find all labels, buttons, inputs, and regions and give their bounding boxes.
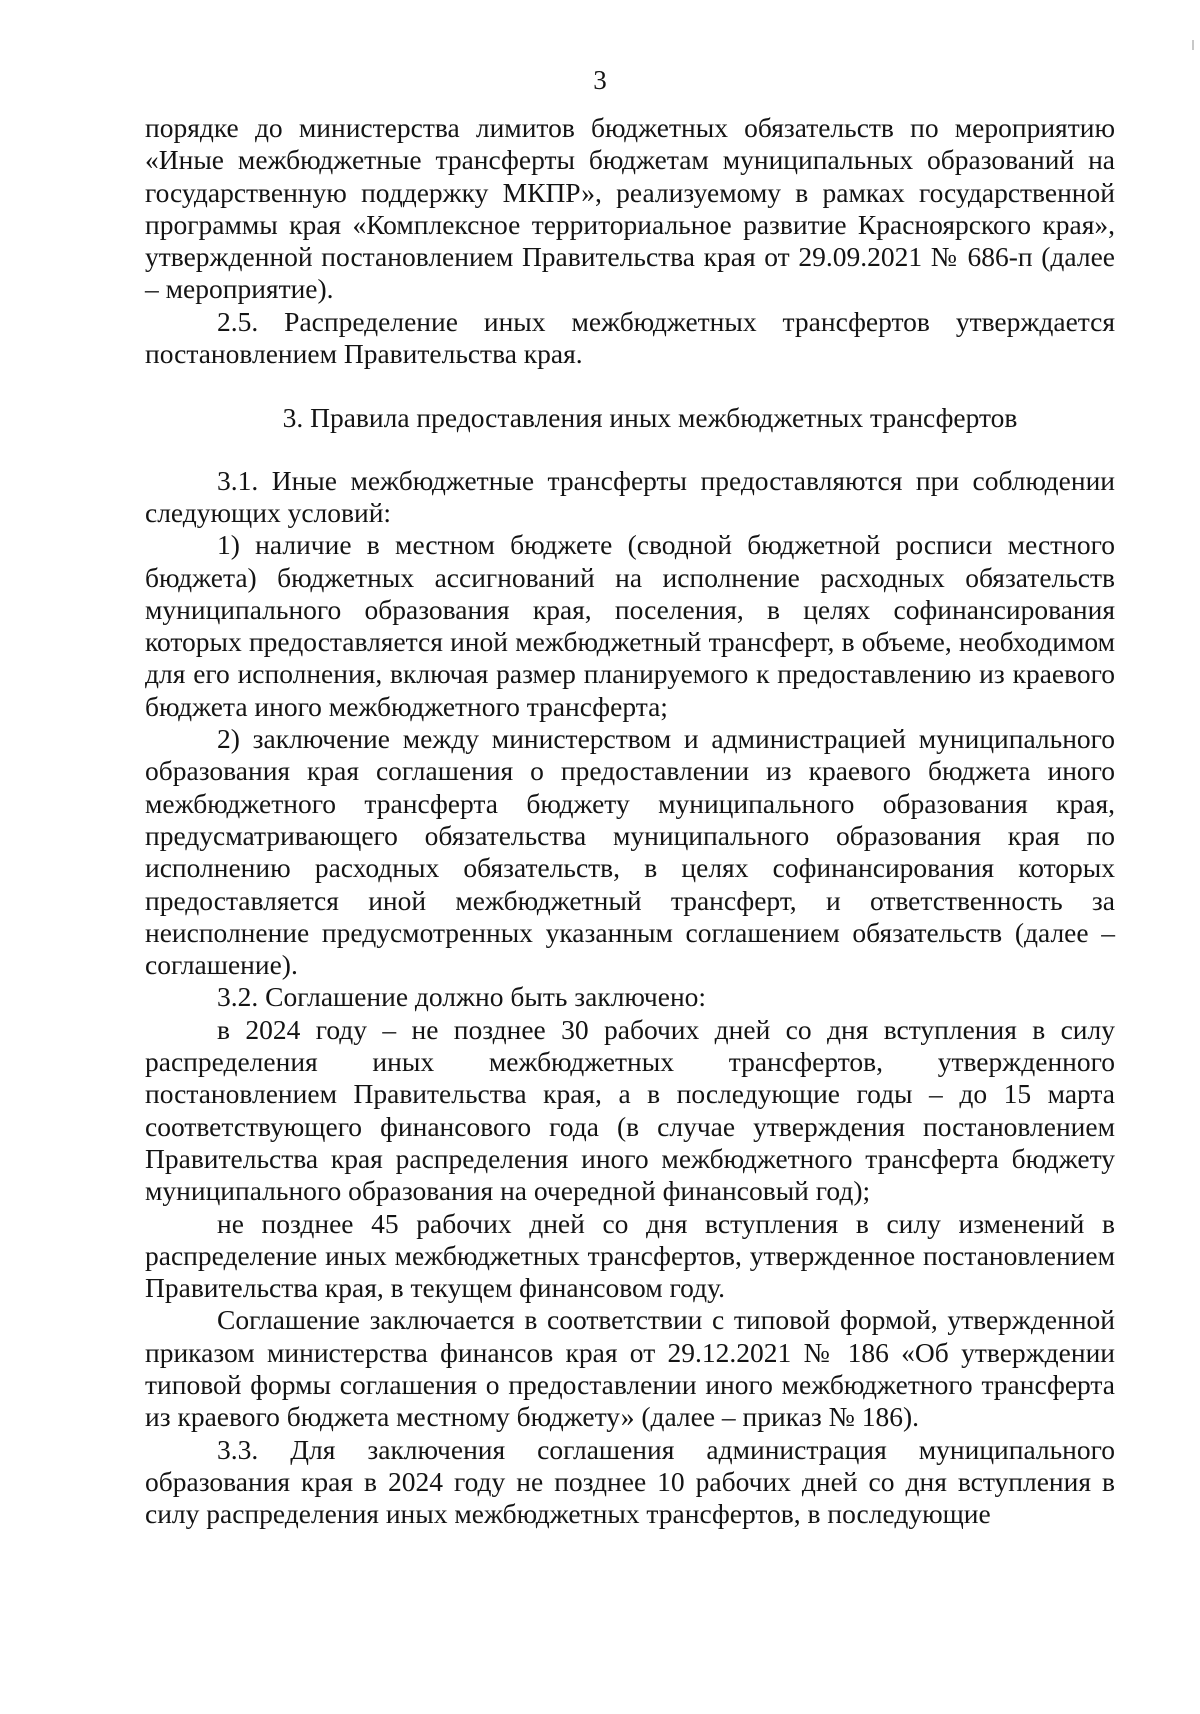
document-body [145, 112, 1115, 1530]
paragraph-3-1-item-1: 1) наличие в местном бюджете (сводной бюджетной росписи местного бюджета) бюджетных ассигнований на исполнение расходных обязательств муниципального образования края, поселения, в целях софинансирования которых предоставляется иной межбюджетный трансферт, в объеме, необходимом для его исполнения, включая размер планируемого к предоставлению из краевого бюджета иного межбюджетного трансферта; [145, 529, 1115, 722]
paragraph-3-2: 3.2. Соглашение должно быть заключено: [217, 981, 707, 1013]
scan-edge-mark [1192, 40, 1194, 50]
paragraph-2-5: 2.5. Распределение иных межбюджетных трансфертов утверждается постановлением Правительства края. [145, 305, 1115, 370]
spacer [145, 435, 1115, 465]
spacer [145, 370, 1115, 402]
paragraph-3-1: 3.1. Иные межбюджетные трансферты предоставляются при соблюдении следующих условий: [145, 464, 1115, 528]
paragraph-3-3: 3.3. Для заключения соглашения администрация муниципального образования края в 2024 году не позднее 10 рабочих дней со дня вступления в силу распределения иных межбюджетных трансфертов, в последующие [145, 1433, 1115, 1530]
paragraph-continuation: порядке до министерства лимитов бюджетных обязательств по мероприятию «Иные межбюджетные трансферты бюджетам муниципальных образований на государственную поддержку МКПР», реализуемому в рамках государственной программы края «Комплексное территориальное развитие Красноярского края», утвержденной постановлением Правительства края от 29.09.2021 № 686-п (далее – мероприятие). [145, 112, 1115, 305]
paragraph-3-2-deadline-changes: не позднее 45 рабочих дней со дня вступления в силу изменений в распределение иных межбюджетных трансфертов, утвержденное постановлением Правительства края, в текущем финансовом году. [145, 1207, 1115, 1304]
page-number: 3 [593, 65, 607, 95]
paragraph-3-2-deadline-2024: в 2024 году – не позднее 30 рабочих дней со дня вступления в силу распределения иных межбюджетных трансфертов, утвержденного постановлением Правительства края, а в последующие годы – до 15 марта соответствующего финансового года (в случае утверждения постановлением Правительства края распределения иного межбюджетного трансферта бюджету муниципального образования на очередной финансовый год); [145, 1013, 1115, 1207]
paragraph-3-2-typical-form: Соглашение заключается в соответствии с типовой формой, утвержденной приказом министерства финансов края от 29.12.2021 № 186 «Об утверждении типовой формы соглашения о предоставлении иного межбюджетного трансферта из краевого бюджета местному бюджету» (далее – приказ № 186). [145, 1304, 1115, 1433]
paragraph-3-1-item-2: 2) заключение между министерством и администрацией муниципального образования края соглашения о предоставлении из краевого бюджета иного межбюджетного трансферта бюджету муниципального образования края, предусматривающего обязательства муниципального образования края по исполнению расходных обязательств, в целях софинансирования которых предоставляется иной межбюджетный трансферт, и ответственность за неисполнение предусмотренных указанным соглашением обязательств (далее – соглашение). [145, 723, 1115, 981]
section-heading-3: 3. Правила предоставления иных межбюджетных трансфертов [282, 402, 1018, 434]
